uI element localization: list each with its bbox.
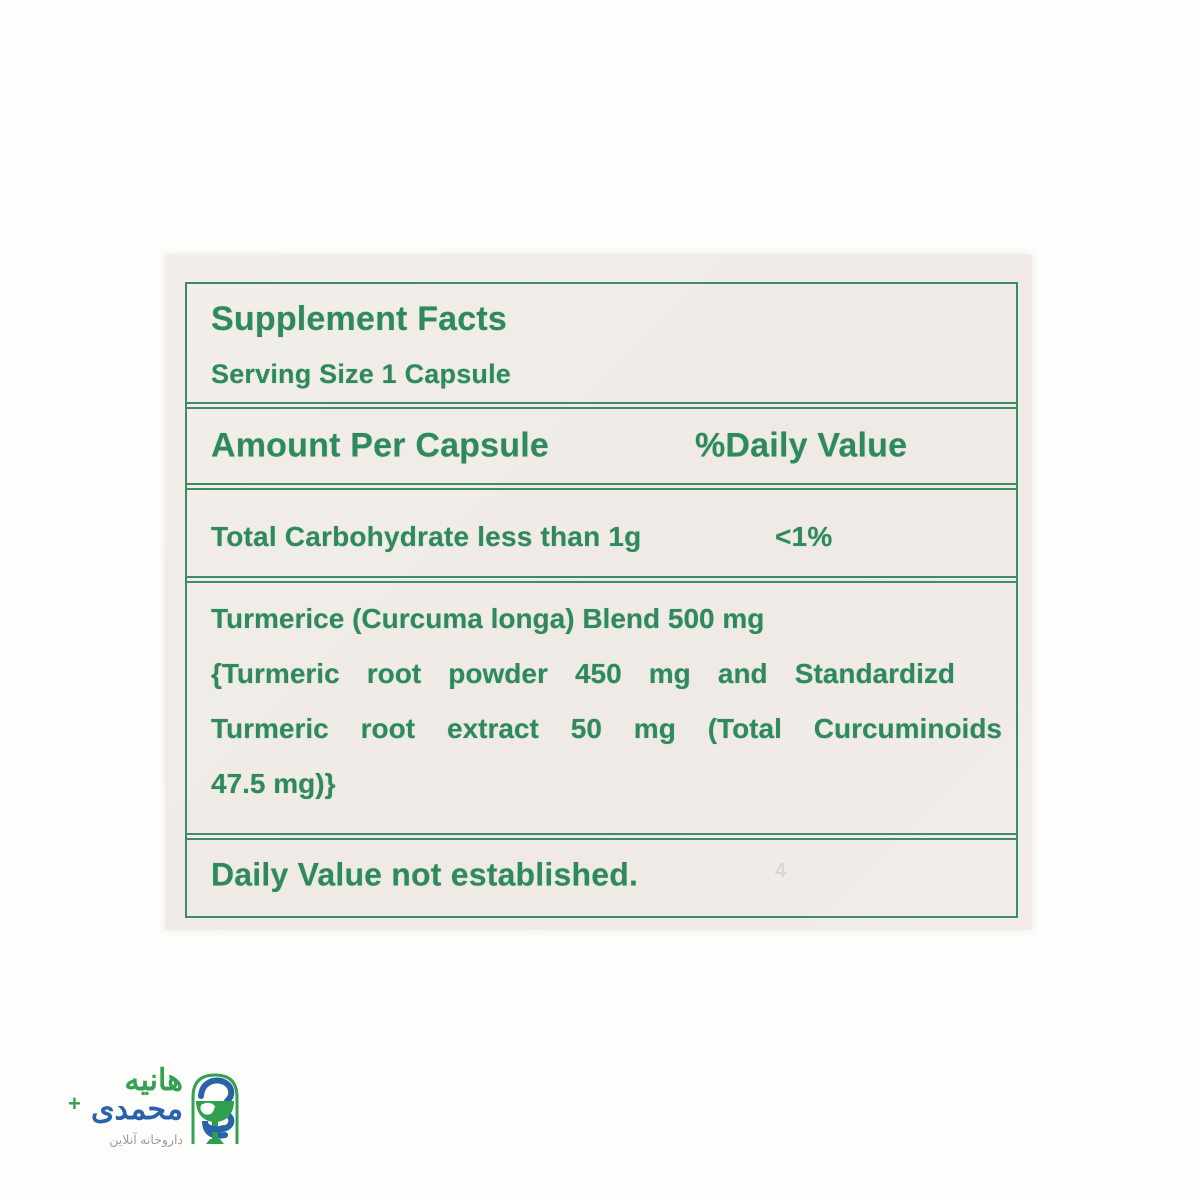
label-title: Supplement Facts (211, 300, 508, 338)
row-divider (187, 402, 1016, 409)
carbohydrate-row (187, 490, 1016, 576)
scan-artifact: 4 (775, 860, 787, 882)
serving-size: Serving Size 1 Capsule (211, 359, 512, 389)
nutrient-name: Total Carbohydrate less than 1g (211, 521, 642, 553)
ingredient-line: {Turmeric root powder 450 mg and Standardizd (211, 658, 955, 689)
amount-column-header: Amount Per Capsule (211, 426, 549, 465)
supplement-facts-table (185, 282, 1018, 918)
pharmacy-logo (55, 1066, 250, 1154)
snake-wrap (208, 1127, 223, 1129)
pharmacy-name-line1: هانیه (124, 1064, 183, 1097)
snake-head (201, 1081, 231, 1101)
supplement-label-sticker (165, 254, 1032, 930)
column-headers-row (187, 409, 1016, 483)
ingredient-line: Turmeric root extract 50 mg (Total Curcuminoids (211, 713, 1002, 744)
pharmacy-cross-icon: + (68, 1091, 81, 1116)
row-divider (187, 576, 1016, 583)
row-divider (187, 483, 1016, 490)
turmeric-blend-row (187, 583, 1016, 833)
footnote-row (187, 840, 1016, 916)
ingredient-line: Turmerice (Curcuma longa) Blend 500 mg (211, 603, 765, 634)
stem-base (206, 1139, 224, 1144)
facts-header-row (187, 284, 1016, 402)
daily-value-column-header: %Daily Value (695, 426, 908, 465)
nutrient-daily-value: <1% (775, 521, 833, 553)
row-divider (187, 833, 1016, 840)
ingredient-line: 47.5 mg)} (211, 768, 336, 799)
pharmacy-bowl-icon (188, 1070, 242, 1146)
pharmacy-name-line2: محمدی (90, 1093, 183, 1126)
pharmacy-subtitle: داروخانه آنلاین (109, 1133, 183, 1147)
daily-value-footnote: Daily Value not established. (211, 856, 639, 893)
